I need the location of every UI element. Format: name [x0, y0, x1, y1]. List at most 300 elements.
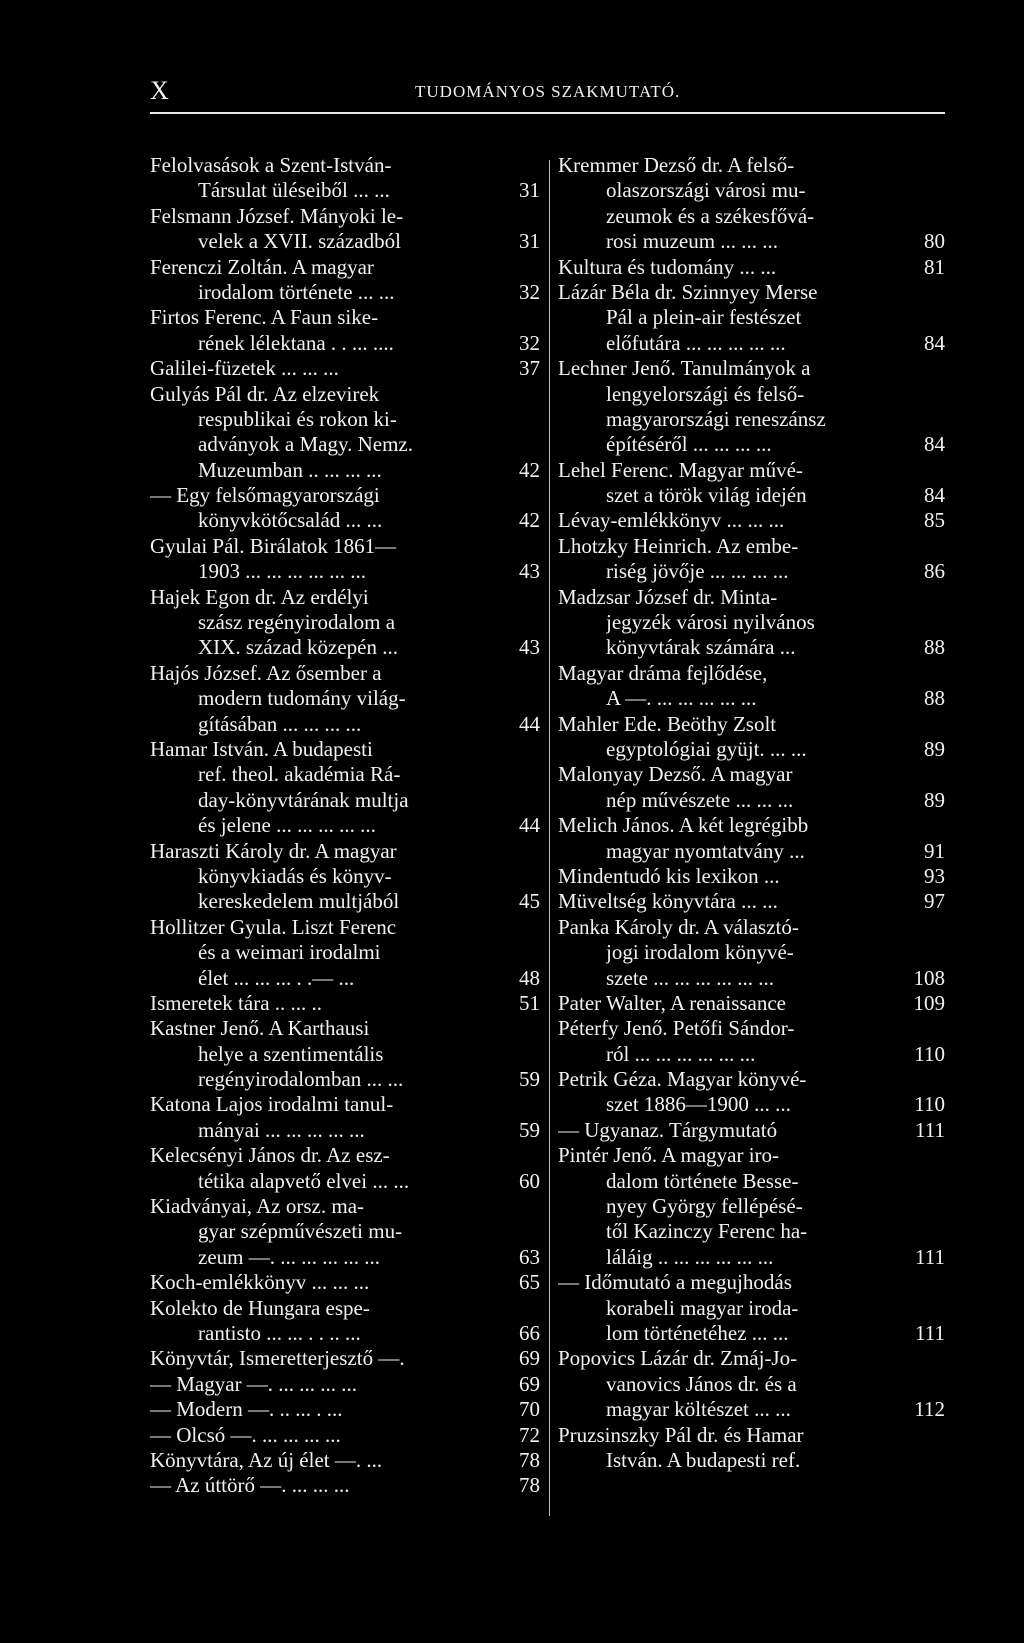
- entry-text: rének lélektana . . ... ....: [198, 330, 394, 355]
- entry-text: ról ... ... ... ... ... ...: [606, 1041, 756, 1066]
- entry-continuation-line: [558, 1397, 945, 1422]
- entry-text: nyey György fellépésé-: [606, 1194, 803, 1219]
- entry-continuation-line: [558, 432, 945, 457]
- entry-continuation-line: [150, 229, 540, 254]
- entry-text: szet 1886—1900 ... ...: [606, 1092, 791, 1117]
- entry-heading-line: [150, 305, 540, 330]
- entry-page-number: 89: [924, 736, 945, 761]
- entry-text: előfutára ... ... ... ... ...: [606, 330, 786, 355]
- entry-page-number: 111: [915, 1117, 945, 1142]
- entry-continuation-line: [150, 1067, 540, 1092]
- entry-continuation-line: [558, 610, 945, 635]
- index-entry: [558, 1143, 945, 1270]
- entry-text: Melich János. A két legrégibb: [558, 813, 809, 838]
- entry-text: day-könyvtárának multja: [198, 787, 409, 812]
- entry-page-number: 112: [914, 1397, 945, 1422]
- entry-heading-line: [558, 915, 945, 940]
- index-entry: [150, 661, 540, 737]
- entry-heading-line: [558, 508, 945, 533]
- entry-text: Lázár Béla dr. Szinnyey Merse: [558, 279, 818, 304]
- entry-continuation-line: [558, 1092, 945, 1117]
- entry-text: könyvkiadás és könyv-: [198, 863, 392, 888]
- entry-page-number: 97: [924, 889, 945, 914]
- column-divider: [549, 160, 550, 1516]
- index-entry: [150, 1346, 540, 1371]
- entry-continuation-line: [150, 559, 540, 584]
- entry-text: mányai ... ... ... ... ...: [198, 1117, 365, 1142]
- index-column-right: [558, 153, 945, 1473]
- entry-continuation-line: [150, 813, 540, 838]
- entry-continuation-line: [558, 940, 945, 965]
- entry-text: láláig .. ... ... ... ... ...: [606, 1244, 774, 1269]
- entry-text: Társulat üléseiből ... ...: [198, 178, 390, 203]
- entry-page-number: 70: [519, 1397, 540, 1422]
- entry-text: A —. ... ... ... ... ...: [606, 686, 757, 711]
- index-entry: [558, 712, 945, 763]
- index-entry: [150, 1270, 540, 1295]
- entry-heading-line: [150, 204, 540, 229]
- entry-text: jegyzék városi nyilvános: [606, 610, 815, 635]
- index-entry: [558, 1016, 945, 1067]
- entry-heading-line: [558, 1118, 945, 1143]
- entry-text: könyvtárak számára ...: [606, 635, 796, 660]
- entry-heading-line: [150, 1092, 540, 1117]
- index-entry: [150, 305, 540, 356]
- entry-text: lom történetéhez ... ...: [606, 1320, 789, 1345]
- entry-heading-line: [150, 991, 540, 1016]
- entry-heading-line: [150, 534, 540, 559]
- entry-page-number: 110: [914, 1092, 945, 1117]
- entry-page-number: 69: [519, 1346, 540, 1371]
- entry-continuation-line: [150, 458, 540, 483]
- entry-page-number: 84: [924, 330, 945, 355]
- entry-page-number: 72: [519, 1422, 540, 1447]
- entry-page-number: 48: [519, 965, 540, 990]
- entry-text: adványok a Magy. Nemz.: [198, 432, 413, 457]
- index-entry: [558, 915, 945, 991]
- entry-text: — Az úttörő —. ... ... ...: [150, 1473, 350, 1498]
- entry-page-number: 110: [914, 1041, 945, 1066]
- entry-continuation-line: [150, 178, 540, 203]
- entry-continuation-line: [150, 940, 540, 965]
- entry-text: — Olcsó —. ... ... ... ...: [150, 1422, 341, 1447]
- entry-continuation-line: [150, 889, 540, 914]
- entry-heading-line: [558, 534, 945, 559]
- entry-heading-line: [558, 889, 945, 914]
- entry-continuation-line: [150, 508, 540, 533]
- entry-text: egyptológiai gyüjt. ... ...: [606, 736, 807, 761]
- entry-page-number: 88: [924, 635, 945, 660]
- index-entry: [558, 1346, 945, 1422]
- entry-text: Felolvasások a Szent-István-: [150, 153, 392, 177]
- entry-page-number: 108: [913, 965, 945, 990]
- entry-text: Hamar István. A budapesti: [150, 736, 373, 761]
- entry-page-number: 44: [519, 813, 540, 838]
- entry-page-number: 31: [519, 229, 540, 254]
- entry-page-number: 42: [519, 457, 540, 482]
- entry-continuation-line: [150, 1219, 540, 1244]
- entry-heading-line: [558, 356, 945, 381]
- entry-text: magyar költészet ... ...: [606, 1397, 791, 1422]
- entry-continuation-line: [150, 686, 540, 711]
- entry-heading-line: [150, 1143, 540, 1168]
- entry-heading-line: [558, 1346, 945, 1371]
- entry-text: magyarországi reneszánsz: [606, 406, 826, 431]
- entry-continuation-line: [558, 229, 945, 254]
- entry-text: dalom története Besse-: [606, 1168, 799, 1193]
- entry-continuation-line: [558, 407, 945, 432]
- entry-text: Gyulai Pál. Birálatok 1861—: [150, 533, 397, 558]
- entry-continuation-line: [150, 280, 540, 305]
- entry-text: Malonyay Dezső. A magyar: [558, 762, 793, 787]
- entry-text: Ferenczi Zoltán. A magyar: [150, 254, 374, 279]
- entry-text: magyar nyomtatvány ...: [606, 838, 805, 863]
- entry-continuation-line: [150, 407, 540, 432]
- entry-heading-line: [150, 356, 540, 381]
- entry-text: kereskedelem multjából: [198, 889, 400, 914]
- entry-heading-line: [150, 915, 540, 940]
- index-entry: [558, 356, 945, 458]
- entry-continuation-line: [558, 1372, 945, 1397]
- entry-text: ref. theol. akadémia Rá-: [198, 762, 401, 787]
- index-entry: [150, 1143, 540, 1194]
- entry-text: Könyvtár, Ismeretterjesztő —.: [150, 1346, 405, 1371]
- index-entry: [150, 915, 540, 991]
- index-entry: [150, 737, 540, 839]
- entry-text: respublikai és rokon ki-: [198, 406, 397, 431]
- entry-heading-line: [558, 991, 945, 1016]
- entry-continuation-line: [558, 1169, 945, 1194]
- entry-text: Kelecsényi János dr. Az esz-: [150, 1143, 390, 1168]
- index-entry: [558, 813, 945, 864]
- entry-heading-line: [558, 1067, 945, 1092]
- entry-text: zeum —. ... ... ... ... ...: [198, 1244, 380, 1269]
- entry-text: Könyvtára, Az új élet —. ...: [150, 1447, 383, 1472]
- entry-heading-line: [150, 1346, 540, 1371]
- entry-continuation-line: [150, 610, 540, 635]
- entry-continuation-line: [150, 966, 540, 991]
- entry-page-number: 59: [519, 1117, 540, 1142]
- entry-continuation-line: [558, 305, 945, 330]
- entry-page-number: 37: [519, 356, 540, 381]
- entry-heading-line: [150, 1473, 540, 1498]
- entry-text: — Időmutató a megujhodás: [558, 1270, 792, 1295]
- entry-continuation-line: [558, 1448, 945, 1473]
- index-entry: [558, 534, 945, 585]
- entry-text: Haraszti Károly dr. A magyar: [150, 838, 397, 863]
- index-entry: [150, 255, 540, 306]
- entry-text: élet ... ... ... . .— ...: [198, 965, 355, 990]
- entry-continuation-line: [150, 432, 540, 457]
- entry-page-number: 85: [924, 508, 945, 533]
- entry-text: Hollitzer Gyula. Liszt Ferenc: [150, 914, 397, 939]
- entry-heading-line: [150, 1448, 540, 1473]
- entry-text: Popovics Lázár dr. Zmáj-Jo-: [558, 1346, 798, 1371]
- index-entry: [150, 153, 540, 204]
- entry-heading-line: [150, 382, 540, 407]
- entry-page-number: 78: [519, 1473, 540, 1498]
- entry-continuation-line: [150, 1245, 540, 1270]
- entry-text: Pál a plein-air festészet: [606, 305, 802, 330]
- entry-text: Pintér Jenő. A magyar iro-: [558, 1143, 780, 1168]
- entry-text: Muzeumban .. ... ... ...: [198, 457, 382, 482]
- entry-continuation-line: [150, 712, 540, 737]
- index-entry: [558, 1270, 945, 1346]
- entry-page-number: 93: [924, 863, 945, 888]
- entry-text: könyvkötőcsalád ... ...: [198, 508, 383, 533]
- entry-text: István. A budapesti ref.: [606, 1447, 801, 1472]
- entry-text: Kastner Jenő. A Karthausi: [150, 1016, 370, 1041]
- entry-continuation-line: [558, 1042, 945, 1067]
- entry-text: Felsmann József. Mányoki le-: [150, 203, 404, 228]
- entry-text: Pater Walter, A renaissance: [558, 990, 786, 1015]
- entry-page-number: 45: [519, 889, 540, 914]
- entry-text: szet a török világ idején: [606, 483, 807, 508]
- index-entry: [150, 1194, 540, 1270]
- entry-heading-line: [150, 1270, 540, 1295]
- entry-text: — Magyar —. ... ... ... ...: [150, 1371, 358, 1396]
- entry-heading-line: [558, 1143, 945, 1168]
- entry-page-number: 66: [519, 1320, 540, 1345]
- entry-continuation-line: [558, 1296, 945, 1321]
- entry-page-number: 69: [519, 1371, 540, 1396]
- entry-text: Katona Lajos irodalmi tanul-: [150, 1092, 394, 1117]
- entry-page-number: 32: [519, 330, 540, 355]
- entry-text: Péterfy Jenő. Petőfi Sándor-: [558, 1016, 795, 1041]
- entry-page-number: 84: [924, 432, 945, 457]
- index-column-left: [150, 153, 540, 1499]
- index-entry: [558, 889, 945, 914]
- index-entry: [150, 1397, 540, 1422]
- entry-continuation-line: [558, 1194, 945, 1219]
- index-entry: [150, 1473, 540, 1498]
- entry-continuation-line: [150, 1169, 540, 1194]
- entry-text: építéséről ... ... ... ...: [606, 432, 772, 457]
- entry-heading-line: [558, 1270, 945, 1295]
- entry-page-number: 86: [924, 559, 945, 584]
- entry-continuation-line: [558, 559, 945, 584]
- entry-page-number: 84: [924, 483, 945, 508]
- entry-text: — Modern —. .. ... . ...: [150, 1397, 343, 1422]
- entry-continuation-line: [150, 1118, 540, 1143]
- entry-continuation-line: [558, 178, 945, 203]
- entry-page-number: 59: [519, 1067, 540, 1092]
- entry-heading-line: [558, 585, 945, 610]
- entry-continuation-line: [150, 635, 540, 660]
- entry-continuation-line: [558, 966, 945, 991]
- entry-heading-line: [150, 1296, 540, 1321]
- entry-text: vanovics János dr. és a: [606, 1371, 797, 1396]
- entry-text: szász regényirodalom a: [198, 610, 396, 635]
- entry-page-number: 111: [915, 1244, 945, 1269]
- entry-heading-line: [150, 737, 540, 762]
- entry-continuation-line: [150, 1042, 540, 1067]
- entry-continuation-line: [558, 1245, 945, 1270]
- entry-text: Lévay-emlékkönyv ... ... ...: [558, 508, 785, 533]
- index-entry: [558, 280, 945, 356]
- index-entry: [150, 483, 540, 534]
- entry-text: Lechner Jenő. Tanulmányok a: [558, 356, 811, 381]
- index-entry: [558, 661, 945, 712]
- index-entry: [150, 1448, 540, 1473]
- entry-text: Madzsar József dr. Minta-: [558, 584, 778, 609]
- entry-continuation-line: [558, 686, 945, 711]
- index-entry: [558, 585, 945, 661]
- index-entry: [558, 762, 945, 813]
- entry-text: Kiadványai, Az orsz. ma-: [150, 1194, 365, 1219]
- entry-page-number: 60: [519, 1168, 540, 1193]
- entry-continuation-line: [558, 788, 945, 813]
- entry-continuation-line: [150, 331, 540, 356]
- entry-heading-line: [150, 1016, 540, 1041]
- index-entry: [150, 585, 540, 661]
- entry-text: Hajós József. Az ősember a: [150, 660, 382, 685]
- entry-heading-line: [150, 661, 540, 686]
- entry-page-number: 31: [519, 178, 540, 203]
- entry-text: nép művészete ... ... ...: [606, 787, 794, 812]
- entry-heading-line: [150, 255, 540, 280]
- entry-heading-line: [558, 255, 945, 280]
- entry-page-number: 43: [519, 635, 540, 660]
- entry-page-number: 81: [924, 254, 945, 279]
- entry-heading-line: [558, 1423, 945, 1448]
- entry-text: velek a XVII. századból: [198, 229, 401, 254]
- entry-text: Kremmer Dezső dr. A felső-: [558, 153, 795, 177]
- entry-text: Hajek Egon dr. Az erdélyi: [150, 584, 369, 609]
- entry-text: — Egy felsőmagyarországi: [150, 483, 380, 508]
- index-entry: [150, 991, 540, 1016]
- entry-text: Gulyás Pál dr. Az elzevirek: [150, 381, 380, 406]
- entry-page-number: 32: [519, 279, 540, 304]
- entry-text: Ismeretek tára .. ... ..: [150, 990, 323, 1015]
- entry-text: irodalom története ... ...: [198, 279, 395, 304]
- entry-continuation-line: [558, 331, 945, 356]
- entry-text: jogi irodalom könyvé-: [606, 940, 794, 965]
- index-entry: [558, 255, 945, 280]
- entry-continuation-line: [558, 737, 945, 762]
- entry-page-number: 51: [519, 990, 540, 1015]
- entry-heading-line: [558, 1016, 945, 1041]
- entry-heading-line: [558, 280, 945, 305]
- entry-text: Firtos Ferenc. A Faun sike-: [150, 305, 379, 330]
- entry-text: helye a szentimentális: [198, 1041, 384, 1066]
- entry-page-number: 44: [519, 711, 540, 736]
- index-entry: [150, 1372, 540, 1397]
- entry-text: Mindentudó kis lexikon ...: [558, 863, 780, 888]
- index-entry: [150, 1423, 540, 1448]
- index-entry: [558, 1067, 945, 1118]
- entry-text: lengyelországi és felső-: [606, 381, 805, 406]
- entry-continuation-line: [558, 839, 945, 864]
- entry-heading-line: [150, 1423, 540, 1448]
- running-header: [150, 78, 945, 104]
- entry-text: — Ugyanaz. Tárgymutató: [558, 1117, 778, 1142]
- entry-heading-line: [150, 585, 540, 610]
- entry-continuation-line: [558, 1321, 945, 1346]
- entry-text: XIX. század közepén ...: [198, 635, 398, 660]
- entry-text: szete ... ... ... ... ... ...: [606, 965, 774, 990]
- entry-heading-line: [150, 1397, 540, 1422]
- entry-text: Müveltség könyvtára ... ...: [558, 889, 778, 914]
- entry-text: Kolekto de Hungara espe-: [150, 1295, 370, 1320]
- entry-text: Lhotzky Heinrich. Az embe-: [558, 533, 799, 558]
- index-entry: [150, 534, 540, 585]
- header-title: TUDOMÁNYOS SZAKMUTATÓ.: [415, 82, 681, 101]
- index-entry: [558, 991, 945, 1016]
- entry-page-number: 63: [519, 1244, 540, 1269]
- index-entry: [558, 864, 945, 889]
- index-entry: [558, 458, 945, 509]
- entry-page-number: 65: [519, 1270, 540, 1295]
- entry-text: Pruzsinszky Pál dr. és Hamar: [558, 1422, 804, 1447]
- entry-continuation-line: [150, 864, 540, 889]
- entry-continuation-line: [150, 762, 540, 787]
- entry-page-number: 89: [924, 787, 945, 812]
- index-entry: [150, 1296, 540, 1347]
- entry-text: rosi muzeum ... ... ...: [606, 229, 779, 254]
- entry-continuation-line: [558, 1219, 945, 1244]
- entry-text: olaszországi városi mu-: [606, 178, 806, 203]
- entry-heading-line: [150, 1194, 540, 1219]
- entry-text: zeumok és a székesfővá-: [606, 203, 815, 228]
- entry-text: tétika alapvető elvei ... ...: [198, 1168, 410, 1193]
- entry-page-number: 43: [519, 559, 540, 584]
- entry-continuation-line: [558, 635, 945, 660]
- entry-text: korabeli magyar iroda-: [606, 1295, 799, 1320]
- entry-text: Koch-emlékkönyv ... ... ...: [150, 1270, 370, 1295]
- entry-page-number: 91: [924, 838, 945, 863]
- entry-heading-line: [558, 762, 945, 787]
- entry-text: Mahler Ede. Beöthy Zsolt: [558, 711, 777, 736]
- entry-text: és jelene ... ... ... ... ...: [198, 813, 376, 838]
- entry-text: modern tudomány világ-: [198, 686, 406, 711]
- entry-heading-line: [150, 1372, 540, 1397]
- entry-text: Magyar dráma fejlődése,: [558, 660, 768, 685]
- index-entry: [150, 1092, 540, 1143]
- index-entry: [150, 204, 540, 255]
- index-entry: [558, 1423, 945, 1474]
- entry-page-number: 111: [915, 1320, 945, 1345]
- entry-text: és a weimari irodalmi: [198, 940, 381, 965]
- entry-text: től Kazinczy Ferenc ha-: [606, 1219, 808, 1244]
- entry-text: Petrik Géza. Magyar könyvé-: [558, 1067, 807, 1092]
- entry-page-number: 42: [519, 508, 540, 533]
- entry-heading-line: [150, 839, 540, 864]
- entry-heading-line: [558, 813, 945, 838]
- entry-text: 1903 ... ... ... ... ... ...: [198, 559, 366, 584]
- index-entry: [150, 356, 540, 381]
- entry-text: gyar szépművészeti mu-: [198, 1219, 403, 1244]
- entry-page-number: 88: [924, 686, 945, 711]
- entry-text: Kultura és tudomány ... ...: [558, 254, 777, 279]
- page-number: X: [150, 76, 169, 105]
- index-entry: [558, 153, 945, 255]
- entry-page-number: 78: [519, 1447, 540, 1472]
- entry-heading-line: [150, 153, 540, 178]
- entry-heading-line: [558, 661, 945, 686]
- entry-page-number: 80: [924, 229, 945, 254]
- index-entry: [558, 508, 945, 533]
- entry-text: rantisto ... ... . . .. ...: [198, 1320, 361, 1345]
- entry-text: riség jövője ... ... ... ...: [606, 559, 789, 584]
- index-entry: [150, 839, 540, 915]
- entry-continuation-line: [558, 204, 945, 229]
- index-entry: [150, 382, 540, 484]
- entry-heading-line: [558, 153, 945, 178]
- entry-continuation-line: [558, 483, 945, 508]
- entry-page-number: 109: [913, 990, 945, 1015]
- entry-text: regényirodalomban ... ...: [198, 1067, 404, 1092]
